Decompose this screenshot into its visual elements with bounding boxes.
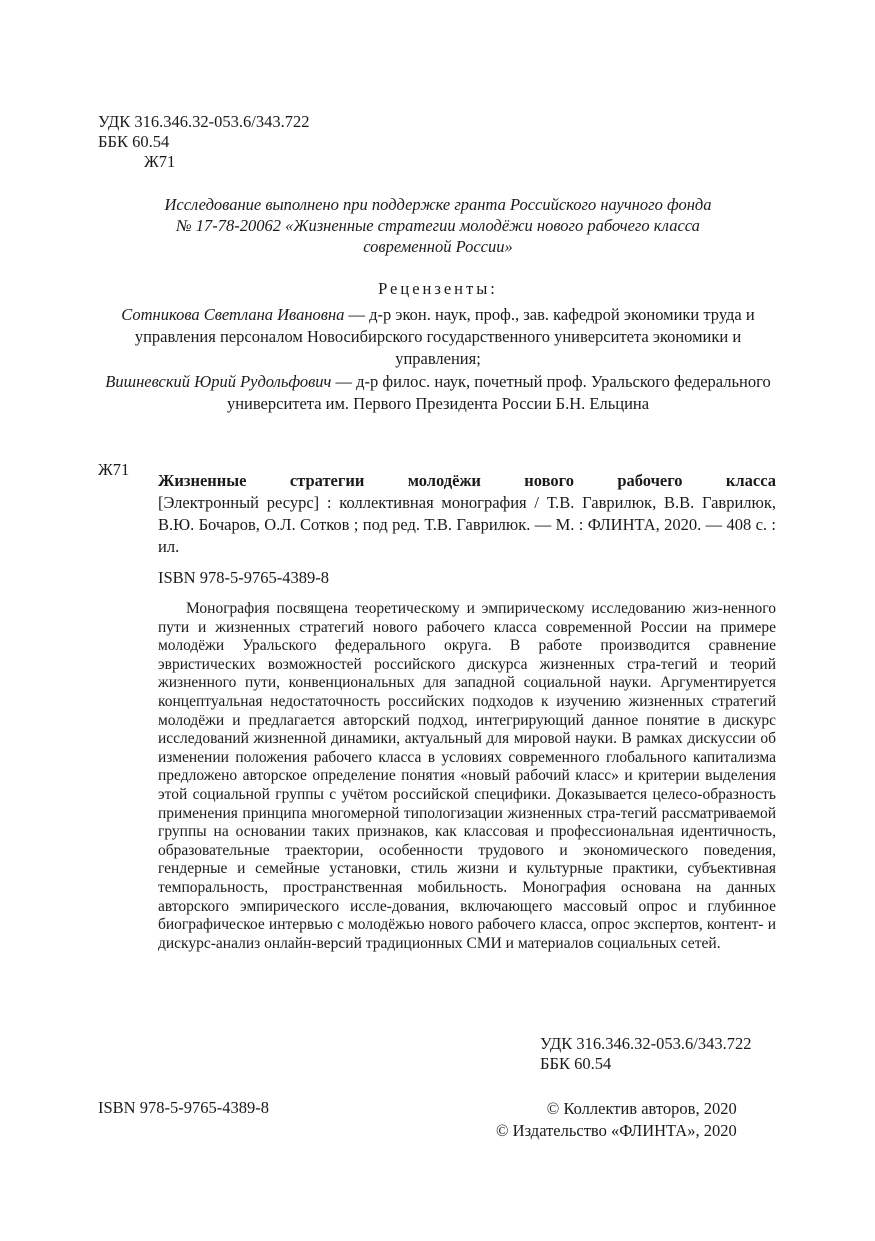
book-citation-block <box>158 470 776 558</box>
udk-code: УДК 316.346.32-053.6/343.722 <box>540 1034 752 1053</box>
classification-codes-bottom <box>540 1034 751 1074</box>
classification-codes <box>98 112 309 172</box>
copyright-block <box>496 1098 737 1142</box>
grant-note <box>95 194 781 257</box>
bbk-code: ББК 60.54 <box>98 132 170 151</box>
reviewer-entry <box>95 371 781 415</box>
book-isbn: ISBN 978-5-9765-4389-8 <box>158 568 329 587</box>
abstract-text: Монография посвящена теоретическому и эмпирическому исследованию жиз-ненного пути и жизненных стратегий нового рабочего класса современной России на примере молодёжи Уральского федерального округа. В работе производится сравнение эвристических возможностей российского дискурса жизненных стра-тегий и теорий жизненного пути, конвенциональных для западной социальной науки. Аргументируется концептуальная недостаточность российских подходов к изучению жизненных стратегий молодёжи и предлагается авторский подход, интегрирующий данное понятие в дискурс исследований жизненной динамики, актуальный для мировой науки. В рамках дискуссии об изменении положения рабочего класса в условиях современного глобального капитализма предложено авторское определение понятия «новый рабочий класс» и критерии выделения этой социальной группы с учётом российской специфики. Доказывается целесо-образность применения принципа многомерной типологизации жизненных стра-тегий рассматриваемой группы на основании таких признаков, как классовая и профессиональная идентичность, образовательные траектории, особенности трудового и экономического поведения, гендерные и семейные установки, стиль жизни и культурные практики, субъективная темпоральность, пространственная мобильность. Монография основана на данных авторского эмпирического иссле-дования, включающего массовый опрос и глубинное биографическое интервью с молодёжью нового рабочего класса, опрос экспертов, контент- и дискурс-анализ онлайн-версий традиционных СМИ и материалов социальных сетей. <box>158 600 776 952</box>
copyright-publisher: © Издательство «ФЛИНТА», 2020 <box>496 1121 737 1140</box>
reviewer-description: — д-р экон. наук, проф., зав. кафедрой экономики труда и управления персоналом Новосибирского государственного университета экономики и управления; <box>134 305 755 368</box>
grant-line: Исследование выполнено при поддержке гранта Российского научного фонда <box>164 195 712 214</box>
grant-line: современной России» <box>363 237 513 256</box>
reviewer-description: — д-р филос. наук, почетный проф. Уральского федерального университета им. Первого Президента России Б.Н. Ельцина <box>226 372 771 413</box>
reviewer-name: Сотникова Светлана Ивановна <box>121 305 345 324</box>
udk-code: УДК 316.346.32-053.6/343.722 <box>98 112 310 131</box>
grant-line: № 17-78-20062 «Жизненные стратегии молодёжи нового рабочего класса <box>176 216 700 235</box>
book-title: Жизненные стратегии молодёжи нового рабочего класса <box>158 471 776 490</box>
reviewer-name: Вишневский Юрий Рудольфович <box>105 372 332 391</box>
book-citation: [Электронный ресурс] : коллективная монография / Т.В. Гаврилюк, В.В. Гаврилюк, В.Ю. Бочаров, О.Л. Сотков ; под ред. Т.В. Гаврилюк. — М. : ФЛИНТА, 2020. — 408 с. : ил. <box>158 493 776 556</box>
reviewers-heading: Рецензенты: <box>378 279 498 298</box>
bbk-code: ББК 60.54 <box>540 1054 612 1073</box>
abstract <box>158 600 776 953</box>
reviewer-entry <box>95 304 781 370</box>
copyright-authors: © Коллектив авторов, 2020 <box>546 1099 737 1118</box>
book-author-mark: Ж71 <box>98 460 130 479</box>
author-mark: Ж71 <box>144 152 176 171</box>
footer-isbn: ISBN 978-5-9765-4389-8 <box>98 1098 269 1117</box>
